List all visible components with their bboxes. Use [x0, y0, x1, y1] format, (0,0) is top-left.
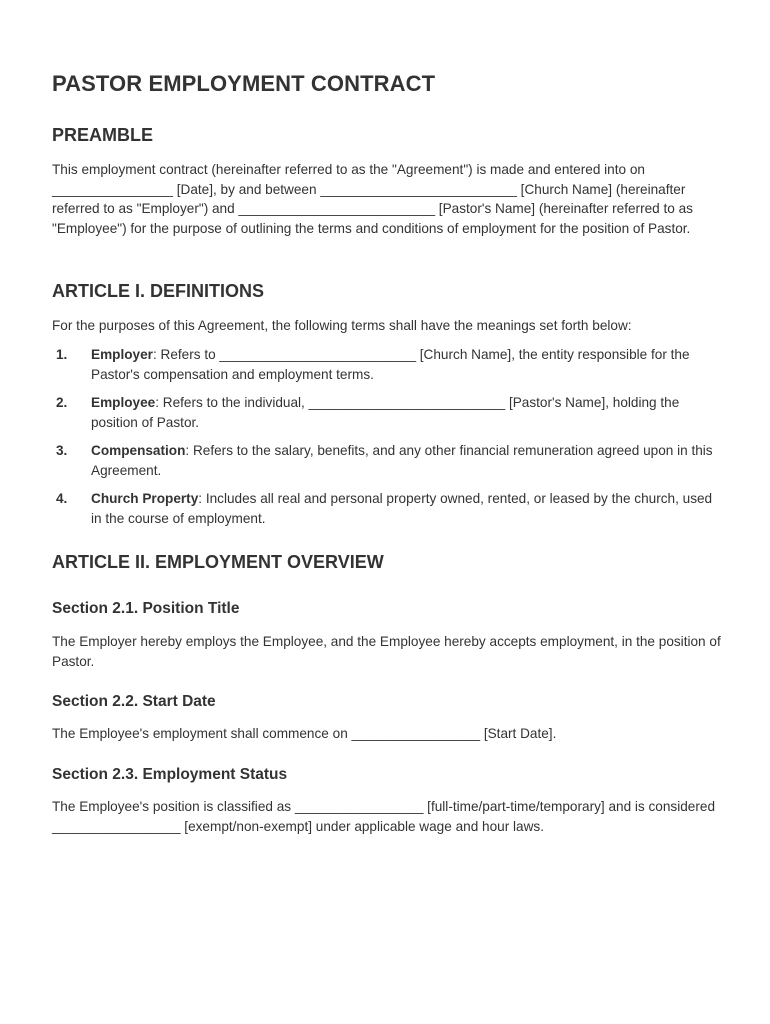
definition-number: 3. — [56, 443, 68, 458]
section-2-1-heading: Section 2.1. Position Title — [52, 600, 240, 617]
definition-term: Employee — [91, 395, 156, 410]
definition-text: : Refers to __________________________ [Church Name], the entity responsible for the Pastor's compensation and employment terms. — [91, 347, 690, 382]
section-2-3-heading: Section 2.3. Employment Status — [52, 766, 288, 783]
definition-item-employer — [52, 345, 722, 384]
document-title: PASTOR EMPLOYMENT CONTRACT — [52, 71, 436, 96]
definition-item-compensation — [52, 441, 722, 480]
definitions-list — [52, 345, 722, 537]
preamble-heading: PREAMBLE — [52, 125, 154, 145]
definition-item-church-property — [52, 489, 722, 528]
definition-number: 2. — [56, 395, 68, 410]
article-2-heading: ARTICLE II. EMPLOYMENT OVERVIEW — [52, 552, 384, 572]
definition-number: 1. — [56, 347, 68, 362]
definition-text: : Includes all real and personal property owned, rented, or leased by the church, used in the course of employment. — [91, 491, 713, 526]
section-2-2-heading: Section 2.2. Start Date — [52, 693, 216, 710]
definition-text: : Refers to the salary, benefits, and any other financial remuneration agreed upon in this Agreement. — [91, 443, 713, 478]
definition-term: Church Property — [91, 491, 199, 506]
definition-term: Compensation — [91, 443, 186, 458]
definition-text: : Refers to the individual, __________________________ [Pastor's Name], holding the position of Pastor. — [91, 395, 680, 430]
section-2-3-text: The Employee's position is classified as _________________ [full-time/part-time/temporary] and is considered _________________ [exempt/non-exempt] under applicable wage and hour laws. — [52, 799, 716, 834]
definition-term: Employer — [91, 347, 153, 362]
definition-number: 4. — [56, 491, 68, 506]
article-1-intro: For the purposes of this Agreement, the following terms shall have the meanings set forth below: — [52, 318, 632, 333]
definition-item-employee — [52, 393, 722, 432]
preamble-text: This employment contract (hereinafter referred to as the "Agreement") is made and entered into on ________________ [Date], by and between __________________________ [Church Name] (hereinafter referred to as "Employer") and __________________________ [Pastor's Name] (hereinafter referred to as "Employee") for the purpose of outlining the terms and conditions of employment for the position of Pastor. — [52, 162, 693, 236]
section-2-1-text: The Employer hereby employs the Employee, and the Employee hereby accepts employment, in the position of Pastor. — [52, 634, 721, 669]
article-1-heading: ARTICLE I. DEFINITIONS — [52, 281, 265, 301]
section-2-2-text: The Employee's employment shall commence on _________________ [Start Date]. — [52, 726, 557, 741]
